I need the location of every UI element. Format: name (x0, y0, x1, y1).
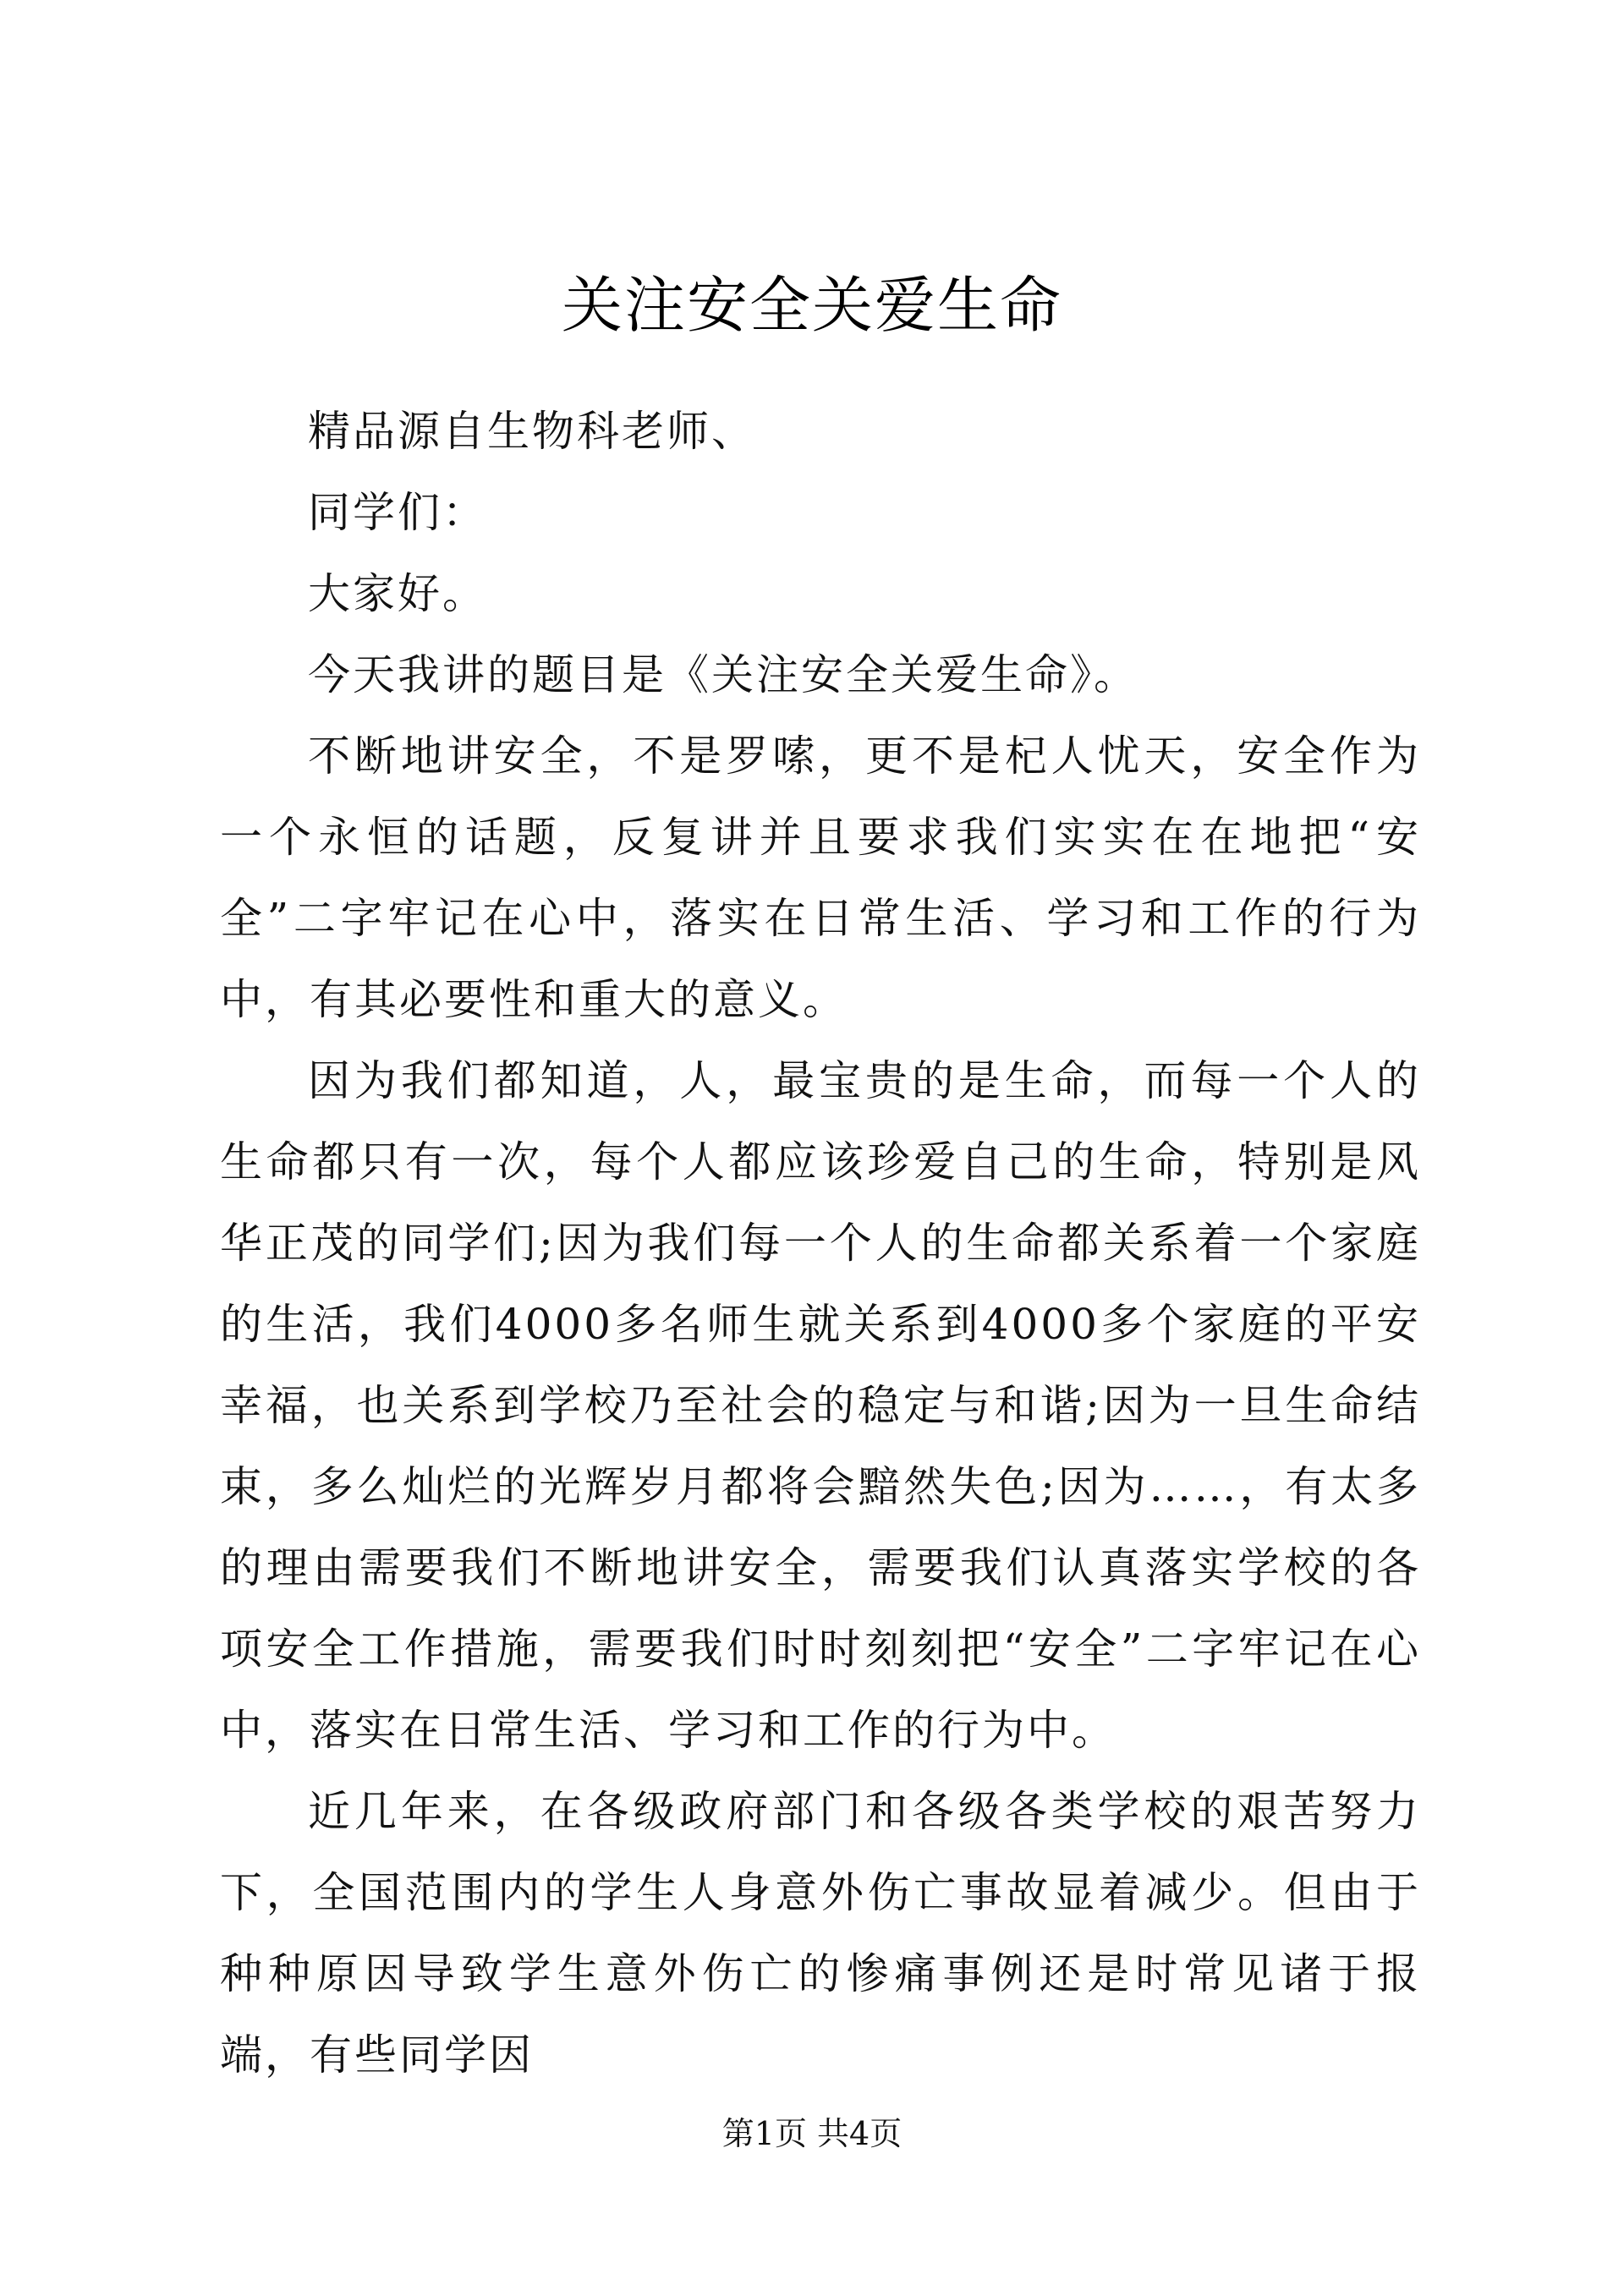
paragraph-life-value: 因为我们都知道，人，最宝贵的是生命，而每一个人的生命都只有一次，每个人都应该珍爱自己的生命，特别是风华正茂的同学们;因为我们每一个人的生命都关系着一个家庭的生活，我们4000多名师生就关系到4000多个家庭的平安幸福，也关系到学校乃至社会的稳定与和谐;因为一旦生命结束，多么灿烂的光辉岁月都将会黯然失色;因为……，有太多的理由需要我们不断地讲安全，需要我们认真落实学校的各项安全工作措施，需要我们时时刻刻把“安全”二字牢记在心中，落实在日常生活、学习和工作的行为中。 (220, 1056, 1421, 1755)
paragraph-recent-years: 近几年来，在各级政府部门和各级各类学校的艰苦努力下，全国范围内的学生人身意外伤亡事故显着减少。但由于种种原因导致学生意外伤亡的惨痛事例还是时常见诸于报端，有些同学因 (220, 1787, 1421, 2080)
page-footer: 第1页 共4页 (721, 2115, 903, 2152)
paragraph-safety-importance: 不断地讲安全，不是罗嗦，更不是杞人忧天，安全作为一个永恒的话题，反复讲并且要求我们实实在在地把“安全”二字牢记在心中，落实在日常生活、学习和工作的行为中，有其必要性和重大的意义。 (220, 732, 1421, 1024)
document-body (220, 391, 1421, 2096)
paragraph-topic: 今天我讲的题目是《关注安全关爱生命》。 (308, 650, 1138, 699)
paragraph-salutation: 同学们： (308, 488, 487, 537)
document-title: 关注安全关爱生命 (561, 270, 1062, 341)
paragraph-source-line: 精品源自生物科老师、 (308, 407, 756, 456)
paragraph-greeting: 大家好。 (308, 569, 487, 618)
